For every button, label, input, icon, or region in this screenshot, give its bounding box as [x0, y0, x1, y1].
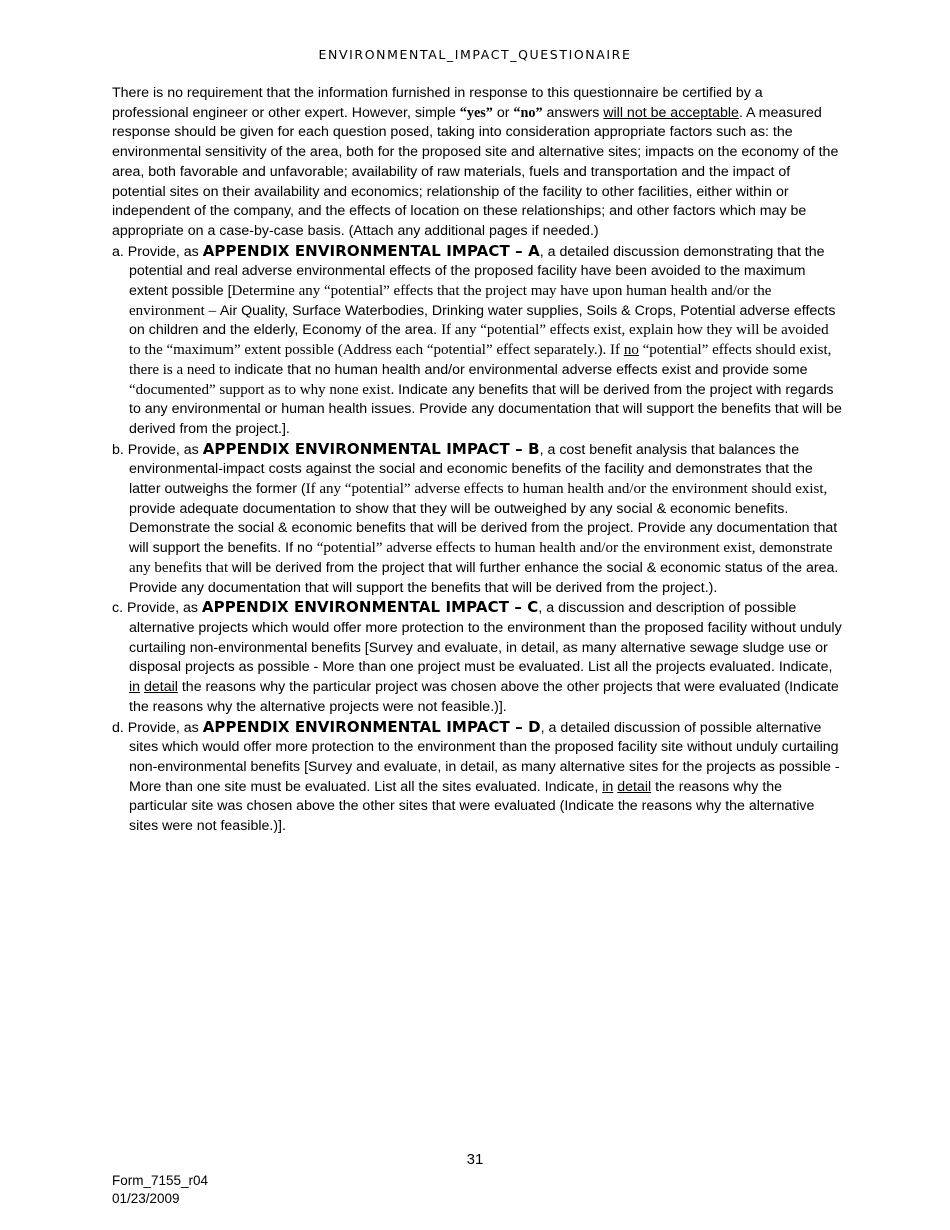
- item-b: [112, 440, 842, 599]
- item-text: If any “potential” adverse effects to human health and/or the environment should exist,: [305, 481, 828, 498]
- intro-text: . A measured response should be given for each question posed, taking into consideration appropriate factors such as: the environmental sensitivity of the area, both for the proposed site and alternative sites; impacts on the economy of the area, both favorable and unfavorable; availability of raw materials, fuels and transportation and the impact of potential sites on their availability and economics; relationship of the facility to other facilities, either within or independent of the company, and the effects of location on these relationships; and other factors which may be appropriate on a case-by-case basis. (Attach any additional pages if needed.): [112, 104, 839, 239]
- item-a: [112, 242, 842, 440]
- item-prefix: d. Provide, as: [112, 719, 203, 736]
- item-text: , a discussion and description of possible alternative projects which would offer more protection to the environment than the proposed facility without unduly curtailing non-environmental benefits [Survey and evaluate, in detail, as many alternative sewage sludge use or disposal projects as possible - More than one project must be evaluated. List all the projects evaluated. Indicate,: [129, 600, 842, 676]
- appendix-c-title: APPENDIX ENVIRONMENTAL IMPACT – C: [201, 598, 539, 617]
- in-underline: in: [602, 778, 614, 795]
- item-prefix: a. Provide, as: [112, 243, 203, 260]
- intro-paragraph: [112, 84, 842, 242]
- in-underline: in: [129, 679, 141, 696]
- form-number: Form_7155_r04: [112, 1173, 209, 1188]
- item-text: , a detailed discussion demonstrating that the potential and real adverse environmental effects of the proposed facility have been avoided to the maximum extent possible [: [129, 243, 825, 300]
- intro-text: or: [492, 104, 514, 121]
- item-text: indicate that no human health and/or environmental adverse effects exist and provide some: [234, 361, 808, 378]
- item-text: Indicate any benefits that will be derived from the project with regards to any environmental or human health issues. Provide any documentation that will support the benefits that will be derived from the project.].: [129, 381, 842, 437]
- detail-underline: detail: [617, 778, 652, 795]
- item-text: the reasons why the particular project was chosen above the other projects that were evaluated (Indicate the reasons why the alternative projects were not feasible.)].: [129, 679, 839, 715]
- intro-text: There is no requirement that the information furnished in response to this questionnaire be certified by a professional engineer or other expert. However, simple: [112, 85, 763, 121]
- item-prefix: c. Provide, as: [112, 600, 202, 617]
- item-text: , a cost benefit analysis that balances the environmental-impact costs against the social and economic benefits of the facility and demonstrates that the latter outweighs the former (: [129, 441, 813, 498]
- item-text: provide adequate documentation to show that they will be outweighed by any social & economic benefits. Demonstrate the social & economic benefits that will be derived from the project. Provide any documentation that will support the benefits. If no: [129, 500, 838, 557]
- item-text: “potential” adverse effects to human health and/or the environment exist, demonstrate any benefits that: [129, 540, 833, 576]
- no-quote: “no”: [513, 104, 543, 121]
- appendix-a-title: APPENDIX ENVIRONMENTAL IMPACT – A: [202, 241, 540, 260]
- item-text: “documented” support as to why none exist.: [129, 381, 399, 398]
- page-footer: [112, 1172, 208, 1208]
- item-text: Air Quality, Surface Waterbodies, Drinking water supplies, Soils & Crops, Potential adverse effects on children and the elderly, Economy of the area.: [129, 302, 836, 339]
- item-text: If any “potential” effects exist, explain how they will be avoided to the “maximum” extent possible (Address each “potential” effect separately.). If: [129, 322, 829, 359]
- appendix-b-title: APPENDIX ENVIRONMENTAL IMPACT – B: [202, 439, 540, 458]
- item-c: [112, 598, 842, 717]
- item-text: Determine any “potential” effects that the project may have upon human health and/or the environment –: [129, 283, 772, 319]
- not-acceptable-underline: will not be acceptable: [603, 104, 739, 121]
- intro-text: answers: [542, 104, 604, 121]
- item-text: , a detailed discussion of possible alternative sites which would offer more protection to the environment than the proposed facility site without unduly curtailing non-environmental benefits [Survey and evaluate, in detail, as many alternative sites for the projects as possible - More than one site must be evaluated. List all the sites evaluated. Indicate,: [129, 719, 840, 795]
- item-text: will be derived from the project that will further enhance the social & economic status of the area. Provide any documentation that will support the benefits that will be derived from the project.).: [129, 559, 839, 596]
- item-prefix: b. Provide, as: [112, 441, 203, 458]
- item-text: the reasons why the particular site was chosen above the other sites that were evaluated (Indicate the reasons why the alternative sites were not feasible.)].: [129, 778, 815, 835]
- no-underline: no: [623, 342, 639, 359]
- document-body: [112, 84, 842, 837]
- item-d: [112, 718, 842, 837]
- yes-quote: “yes”: [459, 104, 493, 121]
- appendix-d-title: APPENDIX ENVIRONMENTAL IMPACT – D: [202, 717, 541, 736]
- page-number: 31: [466, 1151, 484, 1168]
- detail-underline: detail: [144, 679, 178, 696]
- page-header: ENVIRONMENTAL_IMPACT_QUESTIONAIRE: [318, 47, 632, 62]
- item-text: “potential” effects should exist, there is a need to: [129, 342, 832, 378]
- form-date: 01/23/2009: [112, 1191, 180, 1206]
